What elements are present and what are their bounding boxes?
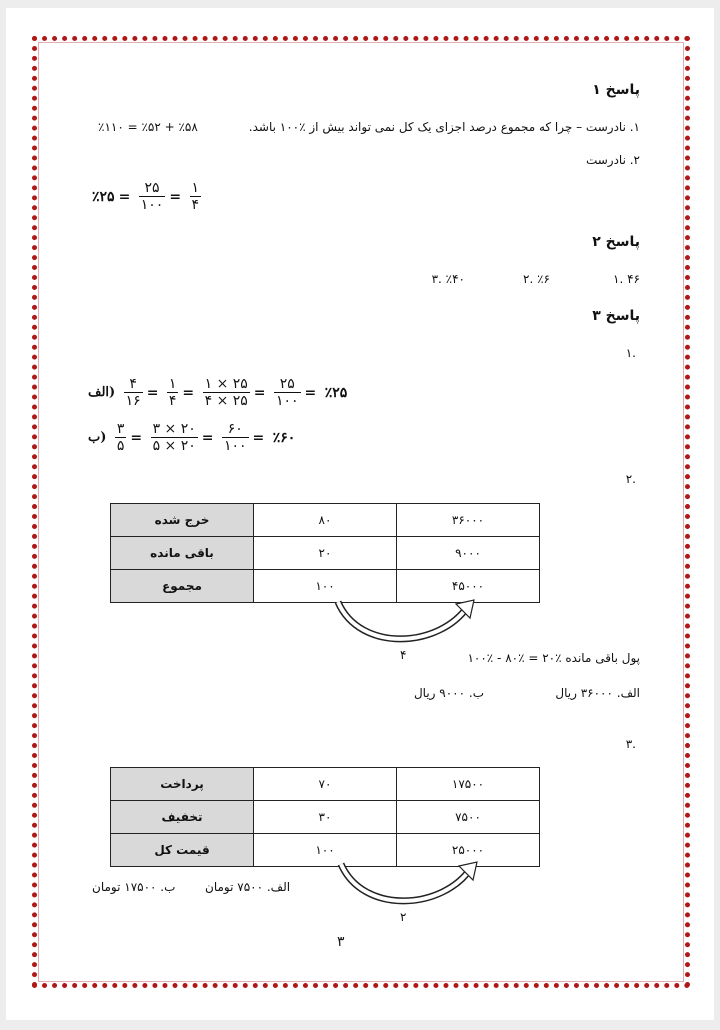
table1-arrow-label: ۴ [400, 648, 407, 662]
page-number: ۳ [337, 934, 345, 950]
answer1-title: پاسخ ۱ [592, 82, 640, 98]
table-cell-percent: ۲۰ [254, 537, 397, 570]
answer1-item1-formula: ٪۱۱۰ = ٪۵۲ + ٪۵۸ [98, 120, 198, 134]
table-cell-amount: ۹۰۰۰ [397, 537, 540, 570]
answer2-item2: ۲. ٪۶ [523, 272, 550, 286]
table-cell-percent: ۸۰ [254, 504, 397, 537]
curved-arrow-icon [330, 598, 480, 648]
table-discount [110, 767, 540, 867]
alef-label: الف) [88, 385, 116, 400]
fraction: $\frac{۴}{۱۶}$ [125, 376, 141, 409]
table-cell-amount: ۱۷۵۰۰ [397, 768, 540, 801]
table-cell-amount: ۲۵۰۰۰ [397, 834, 540, 867]
table-cell-label: تخفیف [111, 801, 254, 834]
fraction: $\frac{۳ \times ۲۰}{۵ \times ۲۰}$ [152, 421, 196, 454]
table-cell-amount: ۳۶۰۰۰ [397, 504, 540, 537]
curved-arrow-icon [333, 860, 483, 910]
fraction: $\frac{۲۵}{۱۰۰}$ [140, 180, 164, 213]
table-cell-label: پرداخت [111, 768, 254, 801]
answer1-fraction-equation: ٪۲۵ = $\frac{۲۵}{۱۰۰}$ = $\frac{۱}{۴}$ [92, 180, 200, 213]
fraction: $\frac{۱}{۴}$ [191, 180, 200, 213]
answer3-item3-label: ۳. [625, 737, 636, 751]
answer1-item1: ۱. نادرست – چرا که مجموع درصد اجزای یک کل نمی تواند بیش از ٪۱۰۰ باشد. [248, 120, 640, 134]
table-row [111, 504, 540, 537]
remaining-money-line: پول باقی مانده ٪۲۰ = ٪۸۰ - ٪۱۰۰ [467, 651, 640, 665]
table-row [111, 537, 540, 570]
be-label: ب) [88, 430, 107, 445]
answer1-item2: ۲. نادرست [585, 153, 640, 167]
answer2-title: پاسخ ۲ [592, 234, 640, 250]
equation-alef: الف) $\frac{۴}{۱۶}$ = $\frac{۱}{۴}$ = $\frac{۱ \times ۲۵}{۴ \times ۲۵}$ = $\frac{۲۵}{۱۰۰}$ = ٪۲۵ [88, 376, 348, 409]
table-cell-label: مجموع [111, 570, 254, 603]
be-result: ٪۶۰ [272, 429, 296, 446]
table-cell-percent: ۳۰ [254, 801, 397, 834]
table-cell-percent: ۱۰۰ [254, 570, 397, 603]
table-cell-label: خرج شده [111, 504, 254, 537]
table2-arrow-label: ۲ [400, 910, 407, 924]
answer3-item2-label: ۲. [625, 472, 636, 486]
table-cell-percent: ۷۰ [254, 768, 397, 801]
fraction: $\frac{۱ \times ۲۵}{۴ \times ۲۵}$ [204, 376, 248, 409]
fraction: $\frac{۱}{۴}$ [168, 376, 177, 409]
fraction-result: ٪۲۵ [92, 188, 115, 205]
answer-a: الف. ۳۶۰۰۰ ریال [555, 686, 640, 700]
answer2-a: الف. ۷۵۰۰ تومان [205, 880, 291, 894]
alef-result: ٪۲۵ [324, 384, 348, 401]
answer2-b: ب. ۱۷۵۰۰ تومان [92, 880, 176, 894]
answer-b: ب. ۹۰۰۰ ریال [413, 686, 484, 700]
table-cell-label: قیمت کل [111, 834, 254, 867]
fraction: $\frac{۶۰}{۱۰۰}$ [223, 421, 247, 454]
table-cell-percent: ۱۰۰ [254, 834, 397, 867]
fraction: $\frac{۲۵}{۱۰۰}$ [275, 376, 299, 409]
answer2-item3: ۳. ٪۴۰ [431, 272, 465, 286]
table-cell-amount: ۴۵۰۰۰ [397, 570, 540, 603]
table-row [111, 768, 540, 801]
answer3-title: پاسخ ۳ [592, 308, 640, 324]
answer2-item1: ۱. ۴۶ [613, 272, 640, 286]
table-expenses [110, 503, 540, 603]
equation-be: ب) $\frac{۳}{۵}$ = $\frac{۳ \times ۲۰}{۵ \times ۲۰}$ = $\frac{۶۰}{۱۰۰}$ = ٪۶۰ [88, 421, 296, 454]
table-cell-amount: ۷۵۰۰ [397, 801, 540, 834]
fraction: $\frac{۳}{۵}$ [116, 421, 125, 454]
table-row [111, 801, 540, 834]
table-cell-label: باقی مانده [111, 537, 254, 570]
answer3-item1-label: ۱. [625, 346, 636, 360]
